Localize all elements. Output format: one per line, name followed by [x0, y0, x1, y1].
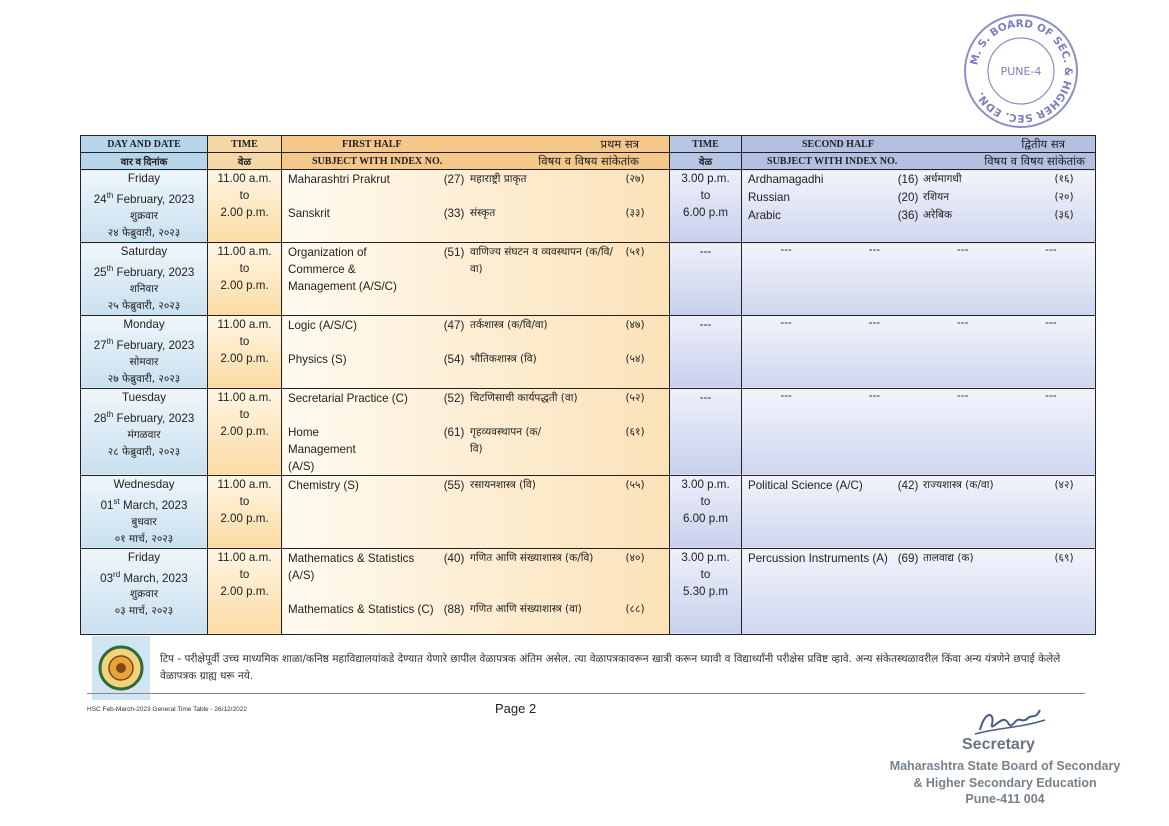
- date-cell: Saturday 25th February, 2023 शनिवार २५ फेब्रुवारी, २०२३: [81, 243, 208, 316]
- header-subject-first: [282, 153, 670, 170]
- header-time-mr-2: वेळ: [670, 153, 742, 170]
- date-cell: Wednesday 01st March, 2023 बुधवार ०१ मार्च, २०२३: [81, 475, 208, 548]
- footer-note: टिप - परीक्षेपूर्वी उच्च माध्यमिक शाळा/कनिष्ठ महाविद्यालयांकडे देण्यात येणारे छापील वेळापत्रक अंतिम असेल. त्या वेळापत्रकावरून खात्री करून घ्यावी व विद्यार्थ्यांनी परीक्षेस प्रविष्ट व्हावे. अन्य संकेतस्थळावरील किंवा अन्य यंत्रणेने छपाई केलेले वेळापत्रक ग्राह्य धरू नये.: [160, 653, 1061, 682]
- header-subject-second: [742, 153, 1096, 170]
- subject-entry: Mathematics & Statistics (C) (88) गणित आणि संख्याशास्त्र (वा) (८८): [288, 602, 645, 616]
- day-name-mr: शुक्रवार: [129, 209, 159, 222]
- time-cell: 11.00 a.m. to 2.00 p.m.: [208, 170, 282, 243]
- header-time: TIME: [208, 136, 282, 153]
- time-cell-2: 3.00 p.m. to 6.00 p.m: [670, 170, 742, 243]
- table-row: [81, 315, 1096, 388]
- time-cell: 11.00 a.m. to 2.00 p.m.: [208, 548, 282, 634]
- subject-en-2: SUBJECT WITH INDEX NO.: [767, 155, 898, 167]
- table-row: [81, 548, 1096, 634]
- first-half-cell: [282, 475, 670, 548]
- date-cell: [81, 170, 208, 243]
- time-cell-2: 3.00 p.m. to 5.30 p.m: [670, 548, 742, 634]
- subject-entry: Secretarial Practice (C) (52) चिटणिसाची कार्यपद्धती (वा) (५२): [288, 391, 645, 405]
- subject-entry: Percussion Instruments (A) (69) तालवाद्य (क) (६९): [748, 551, 1074, 565]
- secretary-signature: [960, 700, 1060, 740]
- table-row: [81, 170, 1096, 243]
- first-half-mr: प्रथम सत्र: [600, 136, 639, 151]
- subject-entry: Organization of Commerce & Management (A/S/C) (51) वाणिज्य संघटन व व्यवस्थापन (क/वि/वा) (५१): [288, 246, 645, 293]
- footer-divider: [87, 693, 1085, 694]
- time-cell: 11.00 a.m. to 2.00 p.m.: [208, 475, 282, 548]
- time-cell-2: ---: [670, 388, 742, 475]
- date-en: 24th February, 2023: [93, 191, 195, 206]
- second-half-cell: --- --- --- ---: [742, 243, 1096, 316]
- second-half-cell: --- --- --- ---: [742, 315, 1096, 388]
- time-cell-2: ---: [670, 243, 742, 316]
- date-cell: Monday 27th February, 2023 सोमवार २७ फेब्रुवारी, २०२३: [81, 315, 208, 388]
- header-day-date: DAY AND DATE: [81, 136, 208, 153]
- subject-entry: Sanskrit (33) संस्कृत (३३): [288, 207, 645, 220]
- time-cell: 11.00 a.m. to 2.00 p.m.: [208, 315, 282, 388]
- stamp-center-text: PUNE-4: [1000, 65, 1042, 78]
- secretary-title: Secretary: [962, 736, 1035, 753]
- subject-entry: Maharashtri Prakrut (27) महाराष्ट्री प्राकृत (२७): [288, 173, 645, 186]
- second-half-en: SECOND HALF: [802, 138, 874, 150]
- subject-entry: Mathematics & Statistics (A/S) (40) गणित आणि संख्याशास्त्र (क/वि) (४०): [288, 551, 645, 582]
- board-logo: [92, 636, 150, 700]
- subject-entry: Chemistry (S) (55) रसायनशास्त्र (वि) (५५): [288, 478, 645, 492]
- subject-entry: Arabic (36) अरेबिक (३६): [748, 209, 1074, 222]
- second-half-cell: [742, 548, 1096, 634]
- time-cell: 11.00 a.m. to 2.00 p.m.: [208, 243, 282, 316]
- date-mr: २४ फेब्रुवारी, २०२३: [107, 226, 181, 239]
- first-half-cell: [282, 388, 670, 475]
- second-half-cell: [742, 475, 1096, 548]
- first-half-cell: [282, 243, 670, 316]
- time-cell: 11.00 a.m. to 2.00 p.m.: [208, 388, 282, 475]
- subject-entry: Home Management (A/S) (61) गृहव्यवस्थापन (क/वि) (६१): [288, 425, 645, 473]
- board-stamp: [962, 12, 1080, 130]
- second-half-cell: [742, 170, 1096, 243]
- first-half-cell: [282, 170, 670, 243]
- table-row: [81, 388, 1096, 475]
- page-number: Page 2: [495, 701, 537, 716]
- subject-en: SUBJECT WITH INDEX NO.: [312, 155, 443, 167]
- time-cell-2: ---: [670, 315, 742, 388]
- subject-entry: Russian (20) रशियन (२०): [748, 191, 1074, 204]
- board-address: Maharashtra State Board of Secondary & Higher Secondary Education Pune-411 004: [889, 759, 1121, 806]
- subject-entry: Political Science (A/C) (42) राज्यशास्त्र (क/वा) (४२): [748, 478, 1074, 492]
- table-row: [81, 475, 1096, 548]
- subject-entry: Logic (A/S/C) (47) तर्कशास्त्र (क/वि/वा) (४७): [288, 318, 645, 332]
- subject-entry: Ardhamagadhi (16) अर्धमागधी (१६): [748, 173, 1074, 186]
- subject-mr: विषय व विषय सांकेतांक: [538, 153, 639, 168]
- subject-entry: Physics (S) (54) भौतिकशास्त्र (वि) (५४): [288, 352, 645, 366]
- second-half-mr: द्वितीय सत्र: [1021, 136, 1065, 151]
- stamp-ring-text: M. S. BOARD OF SEC. & HIGHER SEC. EDN.: [968, 17, 1075, 125]
- subject-mr-2: विषय व विषय सांकेतांक: [984, 153, 1085, 168]
- date-cell: Tuesday 28th February, 2023 मंगळवार २८ फेब्रुवारी, २०२३: [81, 388, 208, 475]
- second-half-cell: --- --- --- ---: [742, 388, 1096, 475]
- table-row: [81, 243, 1096, 316]
- first-half-cell: [282, 548, 670, 634]
- first-half-cell: [282, 315, 670, 388]
- day-name: Friday: [127, 172, 161, 185]
- header-time-mr: वेळ: [208, 153, 282, 170]
- date-cell: Friday 03rd March, 2023 शुक्रवार ०३ मार्च, २०२३: [81, 548, 208, 634]
- header-first-half: [282, 136, 670, 153]
- document-reference: HSC Feb-March-2023 General Time Table - 26/12/2022: [87, 706, 247, 713]
- header-day-date-mr: वार व दिनांक: [81, 153, 208, 170]
- first-half-en: FIRST HALF: [342, 138, 402, 150]
- time-cell-2: 3.00 p.m. to 6.00 p.m: [670, 475, 742, 548]
- header-time-2: TIME: [670, 136, 742, 153]
- header-second-half: [742, 136, 1096, 153]
- timetable: [80, 135, 1096, 635]
